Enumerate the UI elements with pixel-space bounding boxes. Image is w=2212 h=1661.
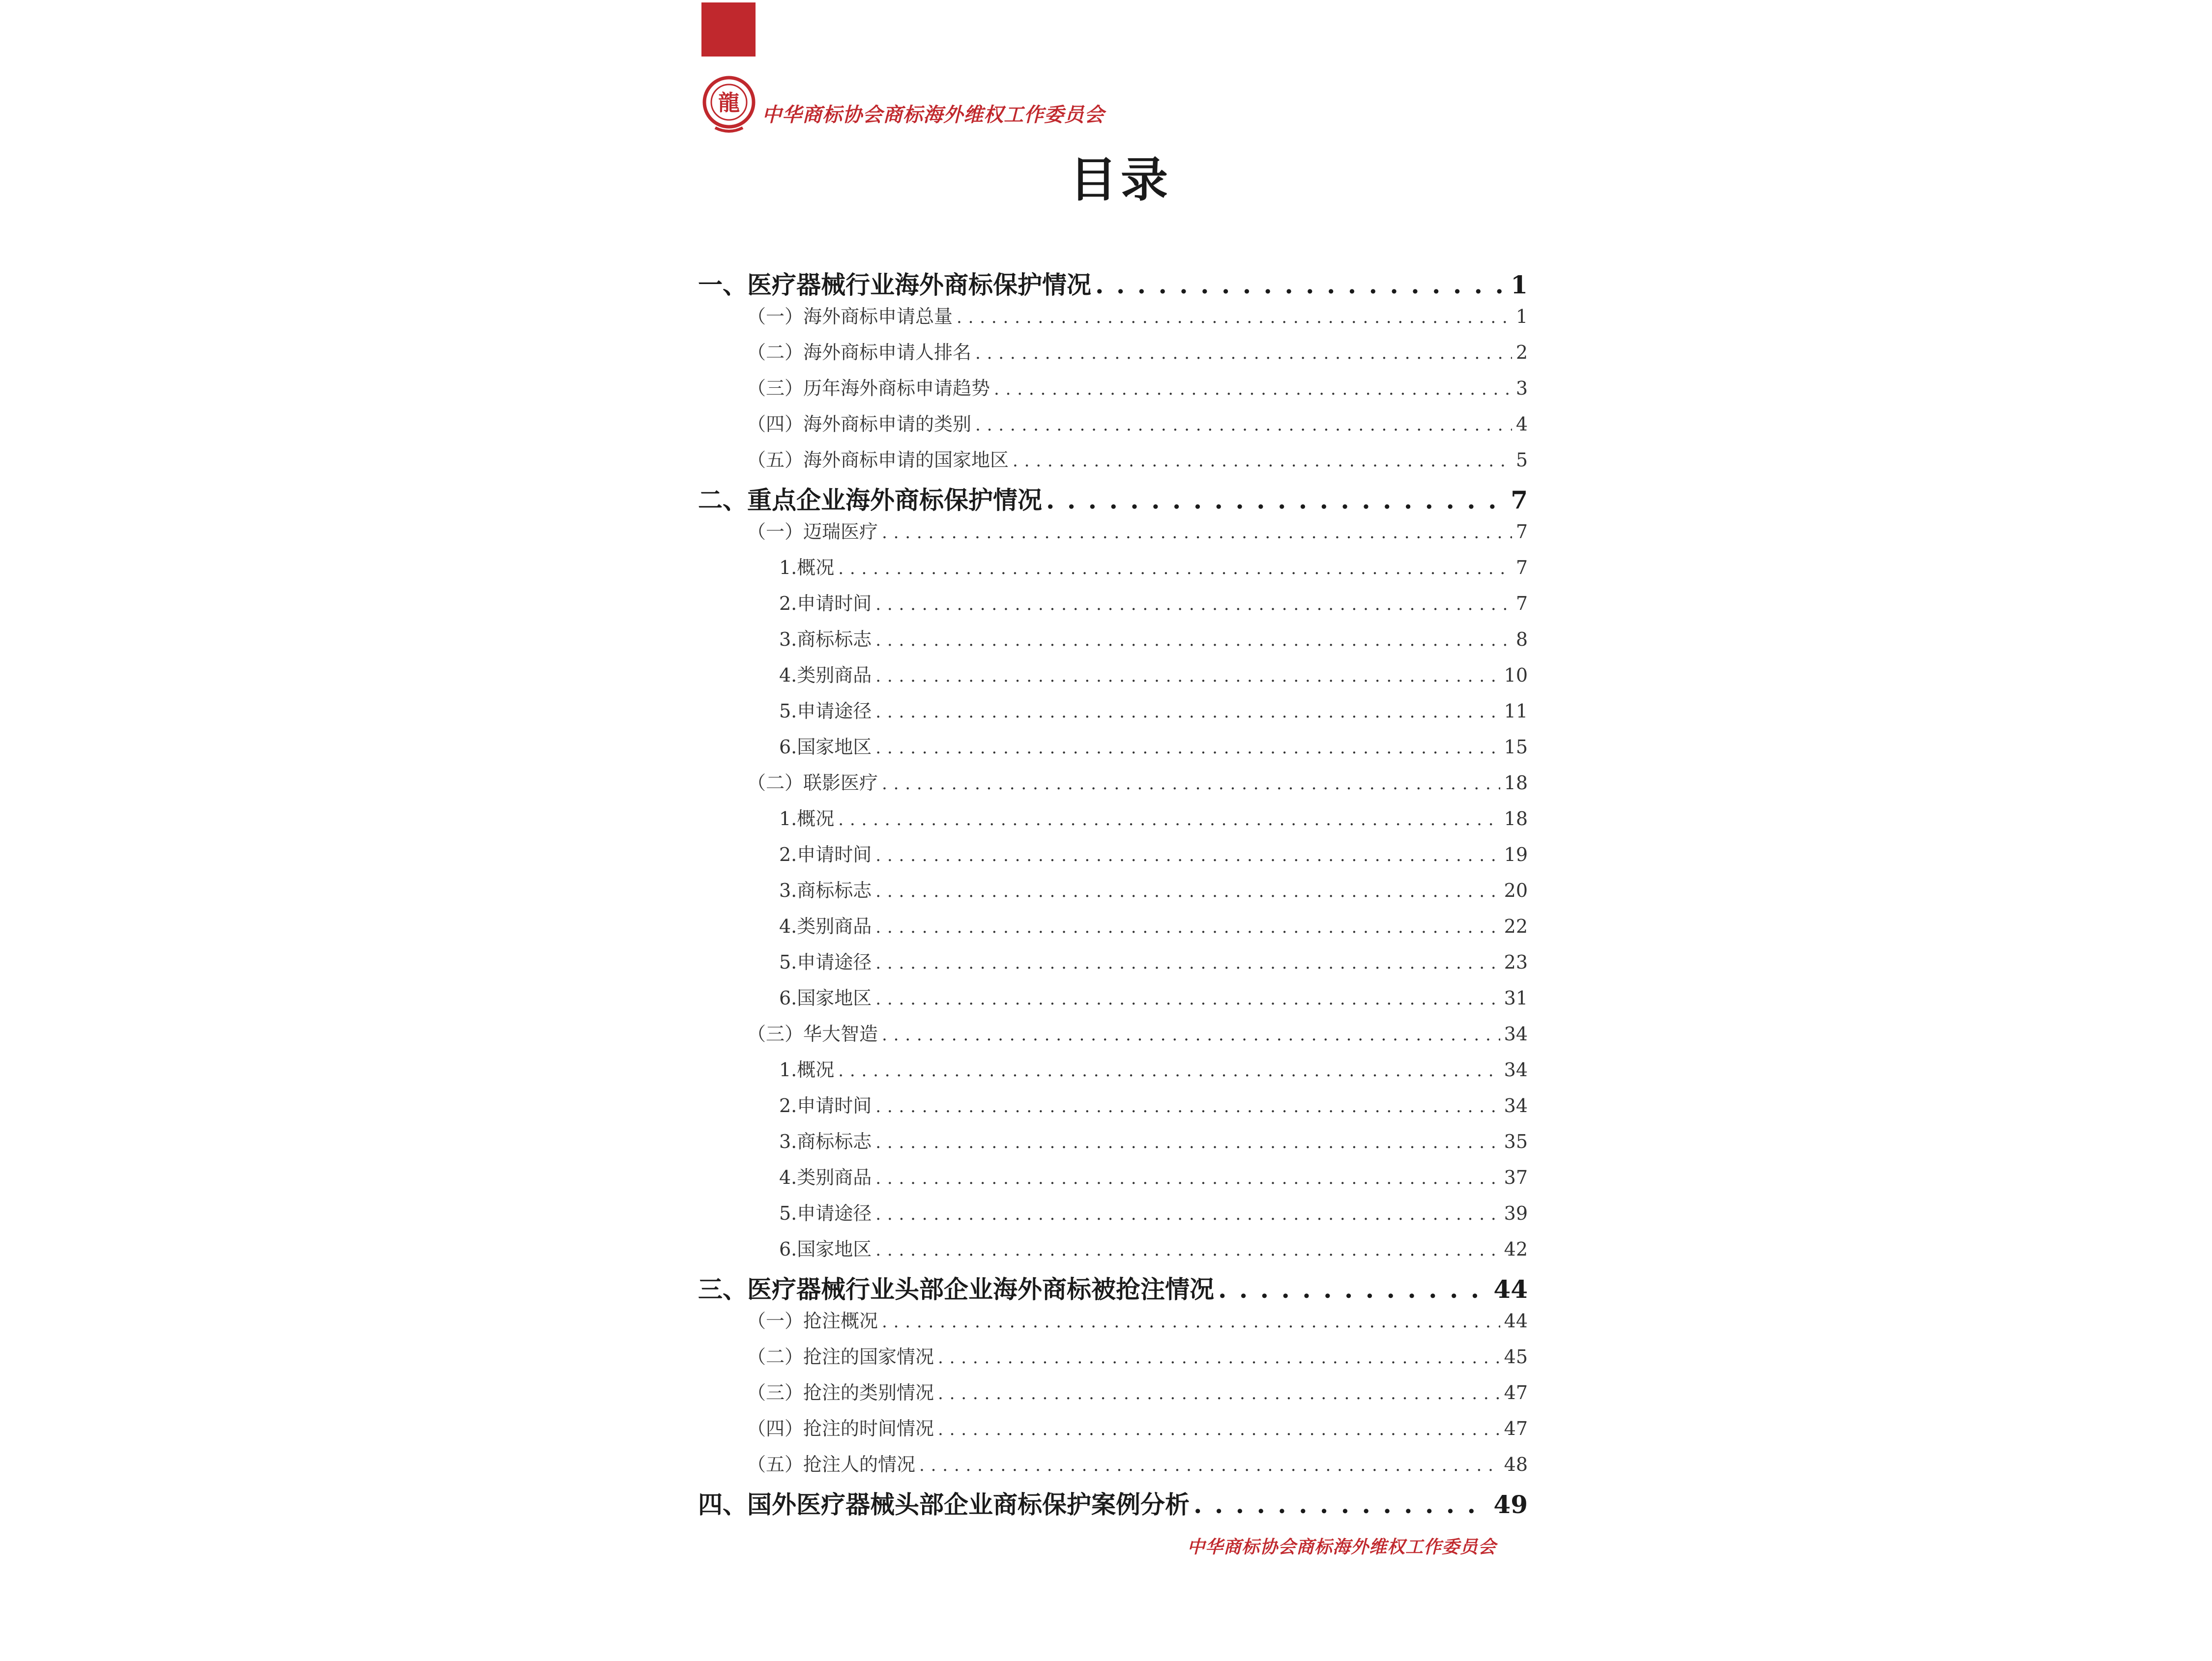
toc-dot-leader (875, 1204, 1500, 1224)
toc-entry-label: 2.申请时间 (779, 1095, 872, 1117)
toc-dot-leader (875, 595, 1512, 614)
svg-text:龍: 龍 (718, 90, 740, 115)
corner-red-block (701, 2, 756, 57)
header-logo (698, 74, 1140, 138)
toc-page-number: 11 (1504, 700, 1528, 722)
toc-entry-label: 一、医疗器械行业海外商标保护情况 (698, 270, 1091, 299)
toc-entry-label: 2.申请时间 (779, 593, 872, 614)
toc-page-number: 19 (1504, 844, 1528, 865)
toc-subsection-entry[interactable] (698, 732, 1528, 768)
toc-dot-leader (882, 1025, 1500, 1045)
toc-subsection-entry[interactable] (698, 552, 1528, 588)
toc-entry-label: 4.类别商品 (779, 664, 872, 686)
toc-dot-leader (875, 738, 1500, 758)
toc-page-number: 5 (1515, 449, 1528, 471)
toc-page-number: 18 (1504, 772, 1528, 794)
toc-entry-label: 四、国外医疗器械头部企业商标保护案例分析 (698, 1490, 1190, 1519)
toc-page-number: 3 (1515, 377, 1528, 399)
header-org-name: 中华商标协会商标海外维权工作委员会 (762, 104, 1105, 126)
toc-subsection-entry[interactable] (698, 1090, 1528, 1126)
toc-page-number: 7 (1515, 521, 1528, 543)
toc-entry-label: 6.国家地区 (779, 736, 872, 758)
toc-section-entry[interactable] (698, 337, 1528, 373)
toc-dot-leader (882, 523, 1512, 543)
toc-subsection-entry[interactable] (698, 839, 1528, 875)
toc-dot-leader (875, 1133, 1500, 1152)
toc-entry-label: （一）迈瑞医疗 (747, 521, 878, 543)
toc-subsection-entry[interactable] (698, 1162, 1528, 1198)
toc-section-entry[interactable] (698, 409, 1528, 445)
toc-chapter-entry[interactable] (698, 1485, 1528, 1521)
toc-entry-label: 6.国家地区 (779, 1238, 872, 1260)
toc-entry-label: 4.类别商品 (779, 1167, 872, 1188)
toc-page-number: 8 (1515, 629, 1528, 650)
toc-subsection-entry[interactable] (698, 588, 1528, 624)
toc-page-number: 37 (1504, 1167, 1528, 1188)
toc-entry-label: 二、重点企业海外商标保护情况 (698, 486, 1042, 515)
toc-entry-label: 4.类别商品 (779, 916, 872, 937)
footer-org-name: 中华商标协会商标海外维权工作委员会 (1187, 1537, 1497, 1557)
toc-page-number: 23 (1504, 951, 1528, 973)
toc-chapter-entry[interactable] (698, 481, 1528, 516)
toc-entry-label: （一）抢注概况 (747, 1310, 878, 1332)
toc-dot-leader (882, 1312, 1500, 1332)
toc-entry-label: （五）海外商标申请的国家地区 (747, 449, 1009, 471)
toc-page-number: 35 (1504, 1131, 1528, 1152)
toc-section-entry[interactable] (698, 373, 1528, 409)
toc-entry-label: （四）海外商标申请的类别 (747, 413, 972, 435)
toc-entry-label: 5.申请途径 (779, 951, 872, 973)
toc-entry-label: 3.商标标志 (779, 629, 872, 650)
toc-chapter-entry[interactable] (698, 265, 1528, 301)
toc-page-number: 22 (1504, 916, 1528, 937)
toc-entry-label: （五）抢注人的情况 (747, 1454, 916, 1475)
toc-entry-label: （二）抢注的国家情况 (747, 1346, 934, 1368)
toc-page-number: 48 (1504, 1454, 1528, 1475)
toc-dot-leader (875, 1240, 1500, 1260)
toc-dot-leader (919, 1456, 1500, 1475)
toc-page-number: 10 (1504, 664, 1528, 686)
toc-dot-leader (875, 702, 1500, 722)
toc-section-entry[interactable] (698, 1019, 1528, 1055)
toc-page-number: 7 (1511, 486, 1528, 515)
toc-page-number: 1 (1515, 306, 1528, 327)
toc-entry-label: 1.概况 (779, 557, 835, 578)
toc-subsection-entry[interactable] (698, 1126, 1528, 1162)
toc-page-number: 47 (1504, 1382, 1528, 1403)
toc-page-number: 7 (1515, 593, 1528, 614)
toc-dot-leader (875, 953, 1500, 973)
toc-page-number: 31 (1504, 987, 1528, 1009)
toc-page-number: 34 (1504, 1059, 1528, 1081)
toc-dot-leader (975, 415, 1512, 435)
toc-page-number: 44 (1493, 1275, 1528, 1304)
toc-entry-label: （二）联影医疗 (747, 772, 878, 794)
toc-page-number: 39 (1504, 1203, 1528, 1224)
page-title: 目录 (1070, 152, 1172, 207)
toc-page-number: 1 (1511, 270, 1528, 299)
toc-subsection-entry[interactable] (698, 803, 1528, 839)
toc-entry-label: 6.国家地区 (779, 987, 872, 1009)
toc-dot-leader (875, 1097, 1500, 1117)
toc-dot-leader (838, 1061, 1500, 1081)
toc-dot-leader (875, 917, 1500, 937)
toc-dot-leader (938, 1348, 1500, 1368)
toc-section-entry[interactable] (698, 768, 1528, 803)
toc-entry-label: （三）历年海外商标申请趋势 (747, 377, 990, 399)
toc-section-entry[interactable] (698, 1377, 1528, 1413)
toc-page-number: 34 (1504, 1023, 1528, 1045)
toc-entry-label: （四）抢注的时间情况 (747, 1418, 934, 1439)
toc-dot-leader (882, 774, 1500, 794)
toc-subsection-entry[interactable] (698, 1198, 1528, 1234)
toc-page-number: 49 (1493, 1490, 1528, 1519)
seal-logo-icon (700, 74, 759, 138)
toc-subsection-entry[interactable] (698, 1234, 1528, 1270)
toc-dot-leader (838, 810, 1500, 830)
toc-section-entry[interactable] (698, 516, 1528, 552)
toc-dot-leader (1193, 1490, 1489, 1519)
toc-dot-leader (875, 846, 1500, 865)
toc-entry-label: （三）抢注的类别情况 (747, 1382, 934, 1403)
toc-dot-leader (875, 989, 1500, 1009)
toc-subsection-entry[interactable] (698, 624, 1528, 660)
toc-page-number: 2 (1515, 342, 1528, 363)
toc-entry-label: 三、医疗器械行业头部企业海外商标被抢注情况 (698, 1275, 1214, 1304)
toc-section-entry[interactable] (698, 301, 1528, 337)
toc-dot-leader (994, 379, 1512, 399)
toc-section-entry[interactable] (698, 1342, 1528, 1377)
toc-entry-label: （一）海外商标申请总量 (747, 306, 953, 327)
toc-chapter-entry[interactable] (698, 1270, 1528, 1306)
toc-dot-leader (838, 559, 1512, 578)
toc-page-number: 4 (1515, 413, 1528, 435)
toc-subsection-entry[interactable] (698, 947, 1528, 983)
toc-entry-label: 1.概况 (779, 1059, 835, 1081)
toc-entry-label: 2.申请时间 (779, 844, 872, 865)
toc-subsection-entry[interactable] (698, 875, 1528, 911)
toc-dot-leader (875, 630, 1512, 650)
toc-dot-leader (938, 1384, 1500, 1403)
toc-entry-label: 5.申请途径 (779, 1203, 872, 1224)
toc-dot-leader (957, 308, 1512, 327)
toc-dot-leader (875, 666, 1500, 686)
toc-page-number: 45 (1504, 1346, 1528, 1368)
toc-entry-label: 1.概况 (779, 808, 835, 830)
toc-entry-label: （三）华大智造 (747, 1023, 878, 1045)
toc-subsection-entry[interactable] (698, 660, 1528, 696)
toc-dot-leader (1046, 486, 1507, 515)
toc-entry-label: 3.商标标志 (779, 880, 872, 901)
toc-page-number: 47 (1504, 1418, 1528, 1439)
toc-subsection-entry[interactable] (698, 696, 1528, 732)
toc-page-number: 42 (1504, 1238, 1528, 1260)
toc-entry-label: 3.商标标志 (779, 1131, 872, 1152)
toc-section-entry[interactable] (698, 1413, 1528, 1449)
toc-entry-label: （二）海外商标申请人排名 (747, 342, 972, 363)
toc-section-entry[interactable] (698, 445, 1528, 481)
toc-page-number: 15 (1504, 736, 1528, 758)
toc-dot-leader (938, 1420, 1500, 1439)
toc-page-number: 44 (1504, 1310, 1528, 1332)
toc-dot-leader (875, 882, 1500, 901)
toc-dot-leader (1013, 451, 1512, 471)
toc-section-entry[interactable] (698, 1306, 1528, 1342)
toc-subsection-entry[interactable] (698, 1055, 1528, 1090)
toc-dot-leader (975, 344, 1512, 363)
toc-section-entry[interactable] (698, 1449, 1528, 1485)
toc-dot-leader (1218, 1275, 1489, 1304)
toc-page-number: 20 (1504, 880, 1528, 901)
toc-dot-leader (1095, 270, 1507, 299)
toc-page-number: 18 (1504, 808, 1528, 830)
toc-entry-label: 5.申请途径 (779, 700, 872, 722)
toc-page-number: 7 (1515, 557, 1528, 578)
table-of-contents (698, 265, 1528, 1521)
toc-dot-leader (875, 1169, 1500, 1188)
toc-subsection-entry[interactable] (698, 911, 1528, 947)
toc-subsection-entry[interactable] (698, 983, 1528, 1019)
toc-page-number: 34 (1504, 1095, 1528, 1117)
document-page (698, 0, 1543, 1661)
